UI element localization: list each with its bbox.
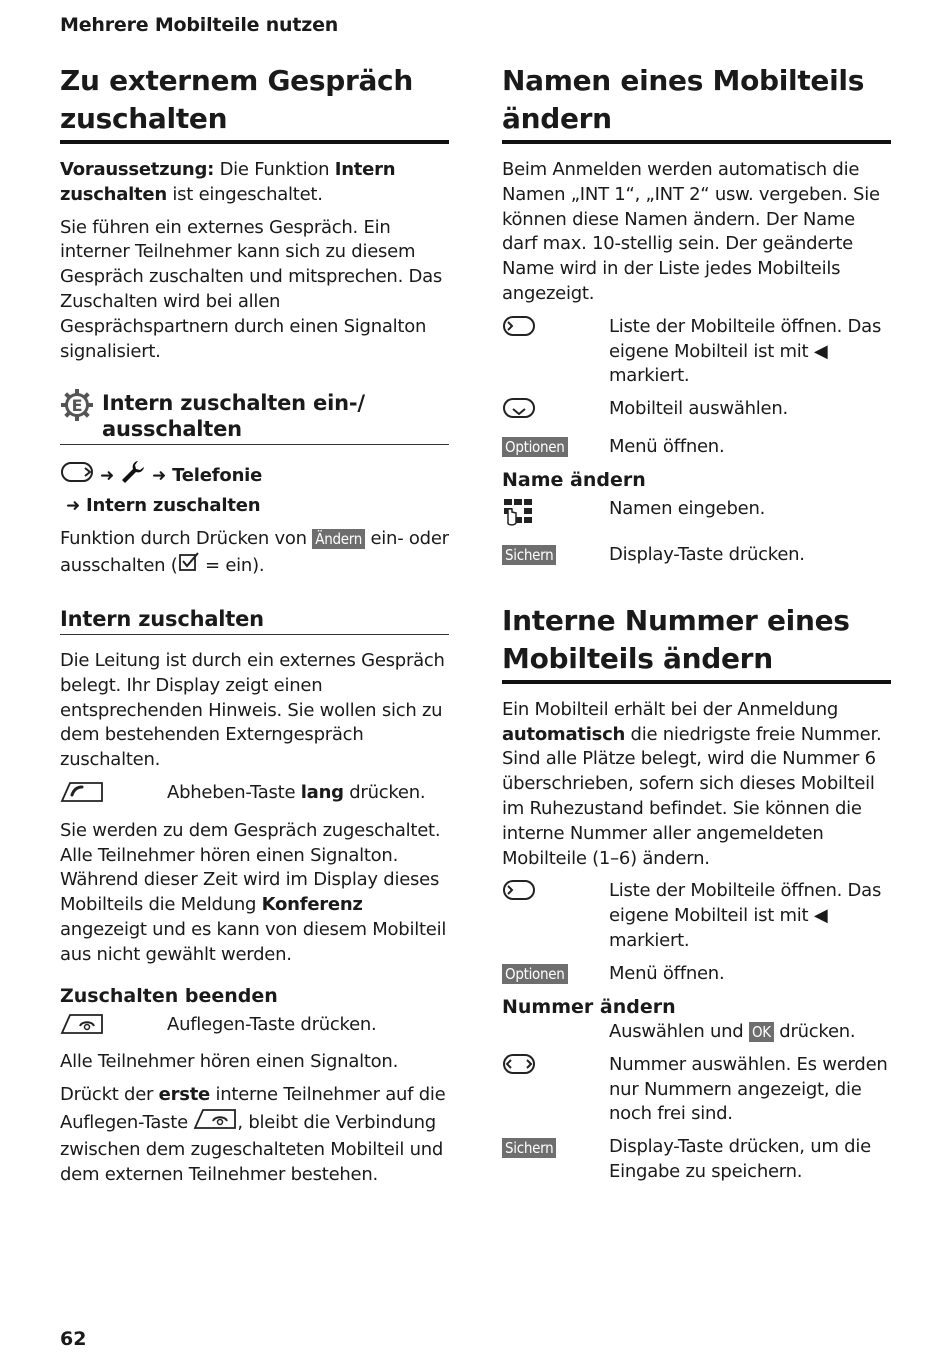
arrow-right-icon: ➜ <box>152 466 167 487</box>
prerequisite-function-name: Intern zuschalten <box>60 159 396 205</box>
text-part: Ein Mobilteil erhält bei der Anmeldung <box>502 698 839 720</box>
step-enter-name <box>502 497 891 535</box>
number-intro <box>502 698 891 872</box>
wrench-icon <box>120 459 146 493</box>
menu-path-line-2 <box>66 493 449 519</box>
text-bold: erste <box>158 1084 211 1106</box>
text-part: markiert. <box>609 365 690 387</box>
text-part: markiert. <box>609 929 690 951</box>
softkey-aendern: Ändern <box>312 529 365 549</box>
step-select-ok <box>502 1020 891 1045</box>
rename-intro: Beim Anmelden werden automatisch die Namen „INT 1“, „INT 2“ usw. vergeben. Sie können diese Namen ändern. Der Name darf max. 10-stellig sein. Der geänderte Name wird in der Liste jedes Mobilteils angezeigt. <box>502 159 880 304</box>
step-hangup <box>60 1013 449 1043</box>
softkey-sichern: Sichern <box>502 1138 556 1158</box>
step-text: Display-Taste drücken, um die Eingabe zu speichern. <box>609 1136 871 1182</box>
step-text: Menü öffnen. <box>609 435 725 457</box>
step-open-options-2 <box>502 962 891 987</box>
text-part: Drückt der <box>60 1084 159 1106</box>
menu-path-telefonie: Telefonie <box>172 465 263 487</box>
subhead-number-change: Nummer ändern <box>502 995 676 1018</box>
step-text: Menü öffnen. <box>609 962 725 984</box>
running-head: Mehrere Mobilteile nutzen <box>60 14 339 36</box>
text-part: Auswählen und <box>609 1020 749 1042</box>
step-save-number <box>502 1135 891 1185</box>
menu-path-line-1 <box>60 459 449 493</box>
end-text-1: Alle Teilnehmer hören einen Signalton. <box>60 1051 399 1073</box>
step-text: Nummer auswählen. Es werden nur Nummern angezeigt, die noch frei sind. <box>609 1053 888 1125</box>
join-text: Die Leitung ist durch ein externes Gespräch belegt. Ihr Display zeigt einen entsprechenden Hinweis. Sie wollen sich zu dem bestehenden Externgespräch zuschalten. <box>60 649 445 771</box>
end-call-key-icon <box>193 1108 237 1138</box>
step-open-list <box>502 315 891 389</box>
text-bold: Konferenz <box>261 894 363 916</box>
control-key-icon <box>60 461 94 491</box>
text-part: ein- oder ausschalten ( <box>60 528 449 577</box>
text-part: Liste der Mobilteile öffnen. Das eigene Mobilteil ist mit <box>609 315 882 362</box>
subhead-name-change: Name ändern <box>502 468 646 491</box>
control-key-left-right-icon <box>502 1053 536 1083</box>
softkey-optionen: Optionen <box>502 437 568 457</box>
text-part: angezeigt und es kann von diesem Mobilteil aus nicht gewählt werden. <box>60 918 447 965</box>
section-title-internal-number: Interne Nummer eines Mobilteils ändern <box>502 602 891 684</box>
page-number: 62 <box>60 1328 87 1350</box>
section-title-external-call: Zu externem Gespräch zuschalten <box>60 62 449 144</box>
end-text-2 <box>60 1083 449 1187</box>
prerequisite-text-part: ist eingeschaltet. <box>166 183 323 205</box>
step-select-number <box>502 1053 891 1127</box>
subsection-title-toggle <box>60 390 449 445</box>
left-triangle-icon: ◀ <box>813 905 828 927</box>
control-key-icon <box>502 879 536 909</box>
step-open-options <box>502 435 891 460</box>
softkey-sichern: Sichern <box>502 545 556 565</box>
keypad-icon <box>502 497 536 535</box>
step-text: Display-Taste drücken. <box>609 543 805 565</box>
left-triangle-icon: ◀ <box>813 340 828 362</box>
text-part: Sie werden zu dem Gespräch zugeschaltet. Alle Teilnehmer hören einen Signalton. Während dieser Zeit wird im Display dieses Mobilteils die Meldung <box>60 819 441 916</box>
checkbox-checked-icon <box>178 552 200 580</box>
step-text: Mobilteil auswählen. <box>609 398 789 420</box>
text-part: Funktion durch Drücken von <box>60 528 313 550</box>
text-bold: lang <box>300 781 344 803</box>
step-pickup <box>60 781 449 811</box>
talk-key-icon <box>60 781 104 811</box>
subsection-title-end: Zuschalten beenden <box>60 984 278 1007</box>
subsection-title-join: Intern zuschalten <box>60 606 449 635</box>
subsection-title-text: Intern zuschalten ein-/ ausschalten <box>102 391 365 442</box>
text-bold: automatisch <box>502 723 626 745</box>
text-part: , bleibt die Verbindung zwischen dem zugeschalteten Mobilteil und dem externen Teilnehmer bestehen. <box>60 1111 444 1185</box>
prerequisite-label: Voraussetzung: <box>60 159 215 180</box>
prerequisite-text-part: Die Funktion <box>214 159 335 180</box>
step-text: Namen eingeben. <box>609 497 766 519</box>
left-column <box>60 62 449 1195</box>
prerequisite-text <box>60 158 449 208</box>
text-part: interne Teilnehmer auf die Auflegen-Taste <box>60 1084 446 1133</box>
control-key-down-icon <box>502 397 536 427</box>
expert-mode-icon <box>60 388 94 428</box>
arrow-right-icon: ➜ <box>100 466 115 487</box>
text-part: drücken. <box>773 1020 856 1042</box>
text-part: Abheben-Taste <box>167 781 301 803</box>
step-open-list-2 <box>502 879 891 953</box>
join-result-text <box>60 819 449 968</box>
svg-text:E: E <box>71 396 83 416</box>
text-part: die niedrigste freie Nummer. Sind alle Plätze belegt, wird die Nummer 6 überschrieben, sofern sich dieses Mobilteil im Ruhezustand befindet. Sie können die interne Nummer aller angemeldeten Mobilteile (1–6) ändern. <box>502 723 882 869</box>
control-key-icon <box>502 315 536 345</box>
menu-path-intern-zuschalten: Intern zuschalten <box>86 495 261 517</box>
text-part: Liste der Mobilteile öffnen. Das eigene Mobilteil ist mit <box>609 880 882 927</box>
softkey-optionen: Optionen <box>502 964 568 984</box>
step-save-name <box>502 543 891 568</box>
end-call-key-icon <box>60 1013 104 1043</box>
toggle-instruction <box>60 527 449 580</box>
intro-text: Sie führen ein externes Gespräch. Ein interner Teilnehmer kann sich zu diesem Gespräch zuschalten und mitsprechen. Das Zuschalten wird bei allen Gesprächspartnern durch einen Signalton signalisiert. <box>60 216 443 362</box>
text-part: drücken. <box>343 781 426 803</box>
arrow-right-icon: ➜ <box>66 496 81 517</box>
section-title-rename: Namen eines Mobilteils ändern <box>502 62 891 144</box>
step-select-handset <box>502 397 891 427</box>
text-part: = ein). <box>199 555 265 577</box>
right-column <box>502 62 891 1193</box>
softkey-ok: OK <box>749 1022 774 1042</box>
step-text: Auflegen-Taste drücken. <box>167 1013 377 1035</box>
